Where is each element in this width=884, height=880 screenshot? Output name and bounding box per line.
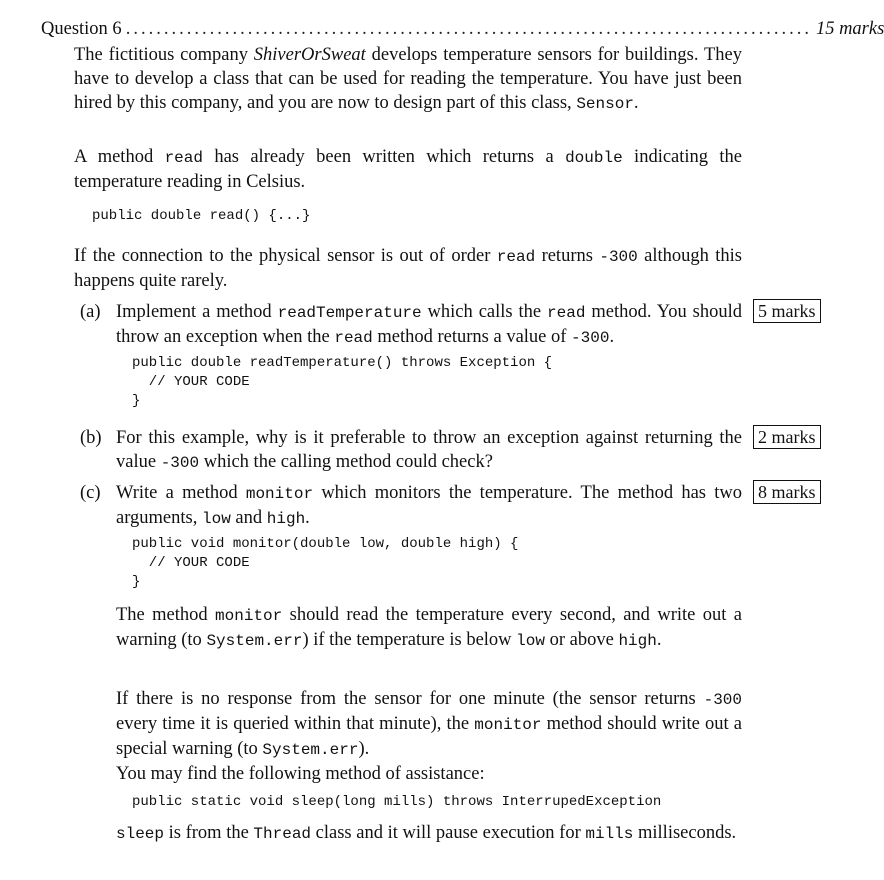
text-run: If the connection to the physical sensor is out of order bbox=[74, 246, 497, 266]
question-label: Question 6 bbox=[41, 19, 122, 39]
text-run: ). bbox=[358, 739, 370, 759]
text-run: . bbox=[609, 327, 615, 347]
code-inline: -300 bbox=[703, 691, 742, 709]
text-run: method should write out a special warning (to bbox=[116, 714, 742, 759]
code-sleep-signature: public static void sleep(long mills) throws InterrupedException bbox=[132, 794, 662, 810]
code-inline: monitor bbox=[474, 716, 542, 734]
text-run: which calls the bbox=[421, 302, 548, 322]
part-c-paragraph-3: You may find the following method of assistance: bbox=[116, 764, 485, 784]
intro-paragraph-1 bbox=[74, 43, 742, 116]
intro-paragraph-3 bbox=[74, 244, 742, 293]
code-inline: read bbox=[496, 248, 536, 266]
code-inline: -300 bbox=[571, 329, 610, 347]
text-run: The fictitious company bbox=[74, 45, 254, 65]
part-c-paragraph-1 bbox=[116, 603, 742, 653]
text-run: . bbox=[305, 508, 310, 528]
part-a bbox=[80, 300, 742, 350]
code-inline: mills bbox=[585, 825, 634, 843]
text-run: The method bbox=[116, 605, 216, 625]
code-inline: high bbox=[618, 632, 657, 650]
question-marks: 15 marks bbox=[815, 19, 884, 39]
text-run: . bbox=[656, 630, 662, 650]
part-c-label: (c) bbox=[80, 483, 101, 503]
part-c-paragraph-4 bbox=[116, 821, 742, 846]
text-run: For this example, why is it preferable to throw an exception against returning the value bbox=[116, 428, 742, 472]
question-header bbox=[41, 19, 884, 43]
part-b-label: (b) bbox=[80, 428, 102, 448]
text-run: returns bbox=[535, 246, 600, 266]
text-run: class and it will pause execution for bbox=[311, 823, 586, 843]
text-run: which the calling method could check? bbox=[199, 452, 493, 472]
part-c bbox=[80, 481, 742, 531]
text-run: method returns a value of bbox=[372, 327, 572, 347]
code-inline: -300 bbox=[599, 248, 638, 266]
text-run: every time it is queried within that minute), the bbox=[116, 714, 475, 734]
text-run: . bbox=[633, 93, 639, 113]
text-run: If there is no response from the sensor for one minute (the sensor returns bbox=[116, 689, 704, 709]
code-inline: low bbox=[201, 510, 231, 528]
text-run: ) if the temperature is below bbox=[302, 630, 517, 650]
code-read-temperature: public double readTemperature() throws Exception { // YOUR CODE } bbox=[132, 355, 553, 409]
code-inline: low bbox=[516, 632, 545, 650]
text-run: should read the temperature every second, and write out a warning (to bbox=[116, 605, 742, 650]
part-a-label: (a) bbox=[80, 302, 101, 322]
part-a-text bbox=[116, 300, 742, 350]
code-inline: System.err bbox=[262, 741, 359, 759]
code-inline: read bbox=[547, 304, 586, 322]
text-run: method. You should throw an exception when the bbox=[116, 302, 742, 347]
leader-dots: .......................................................................................... bbox=[125, 19, 812, 39]
part-a-marks-box: 5 marks bbox=[753, 299, 821, 323]
text-run: has already been written which returns a bbox=[202, 147, 566, 167]
part-c-marks-box: 8 marks bbox=[753, 480, 821, 504]
code-inline: monitor bbox=[245, 485, 314, 503]
text-run: indicating the temperature reading in Celsius. bbox=[74, 147, 742, 192]
code-inline: System.err bbox=[206, 632, 303, 650]
text-run: or above bbox=[544, 630, 619, 650]
code-inline: read bbox=[164, 149, 203, 167]
part-b bbox=[80, 426, 742, 475]
code-monitor: public void monitor(double low, double high) { // YOUR CODE } bbox=[132, 536, 519, 590]
code-inline: monitor bbox=[215, 607, 283, 625]
code-inline: readTemperature bbox=[277, 304, 422, 322]
code-inline: high bbox=[266, 510, 306, 528]
text-run: Write a method bbox=[116, 483, 246, 503]
part-b-marks-box: 2 marks bbox=[753, 425, 821, 449]
class-name: Sensor bbox=[576, 95, 634, 113]
code-read-signature: public double read() {...} bbox=[92, 208, 311, 224]
text-run: develops temperature sensors for buildings. They have to develop a class that can be used for reading the temperature. You have just been hired by this company, and you are now to design part of this class, bbox=[74, 45, 742, 113]
code-inline: read bbox=[334, 329, 373, 347]
code-inline: -300 bbox=[160, 454, 200, 472]
text-run: milliseconds. bbox=[633, 823, 737, 843]
code-inline: double bbox=[565, 149, 623, 167]
text-run: and bbox=[230, 508, 267, 528]
code-inline: sleep bbox=[116, 825, 165, 843]
company-name: ShiverOrSweat bbox=[253, 45, 366, 65]
text-run: although this happens quite rarely. bbox=[74, 246, 743, 291]
code-inline: Thread bbox=[253, 825, 312, 843]
text-run: which monitors the temperature. The method has two arguments, bbox=[116, 483, 742, 528]
intro-paragraph-2 bbox=[74, 145, 742, 194]
text-run: Implement a method bbox=[116, 302, 278, 322]
text-run: A method bbox=[74, 147, 165, 167]
text-run: is from the bbox=[164, 823, 254, 843]
part-c-paragraph-2 bbox=[116, 687, 742, 762]
part-b-text bbox=[116, 426, 742, 475]
part-c-text bbox=[116, 481, 742, 531]
